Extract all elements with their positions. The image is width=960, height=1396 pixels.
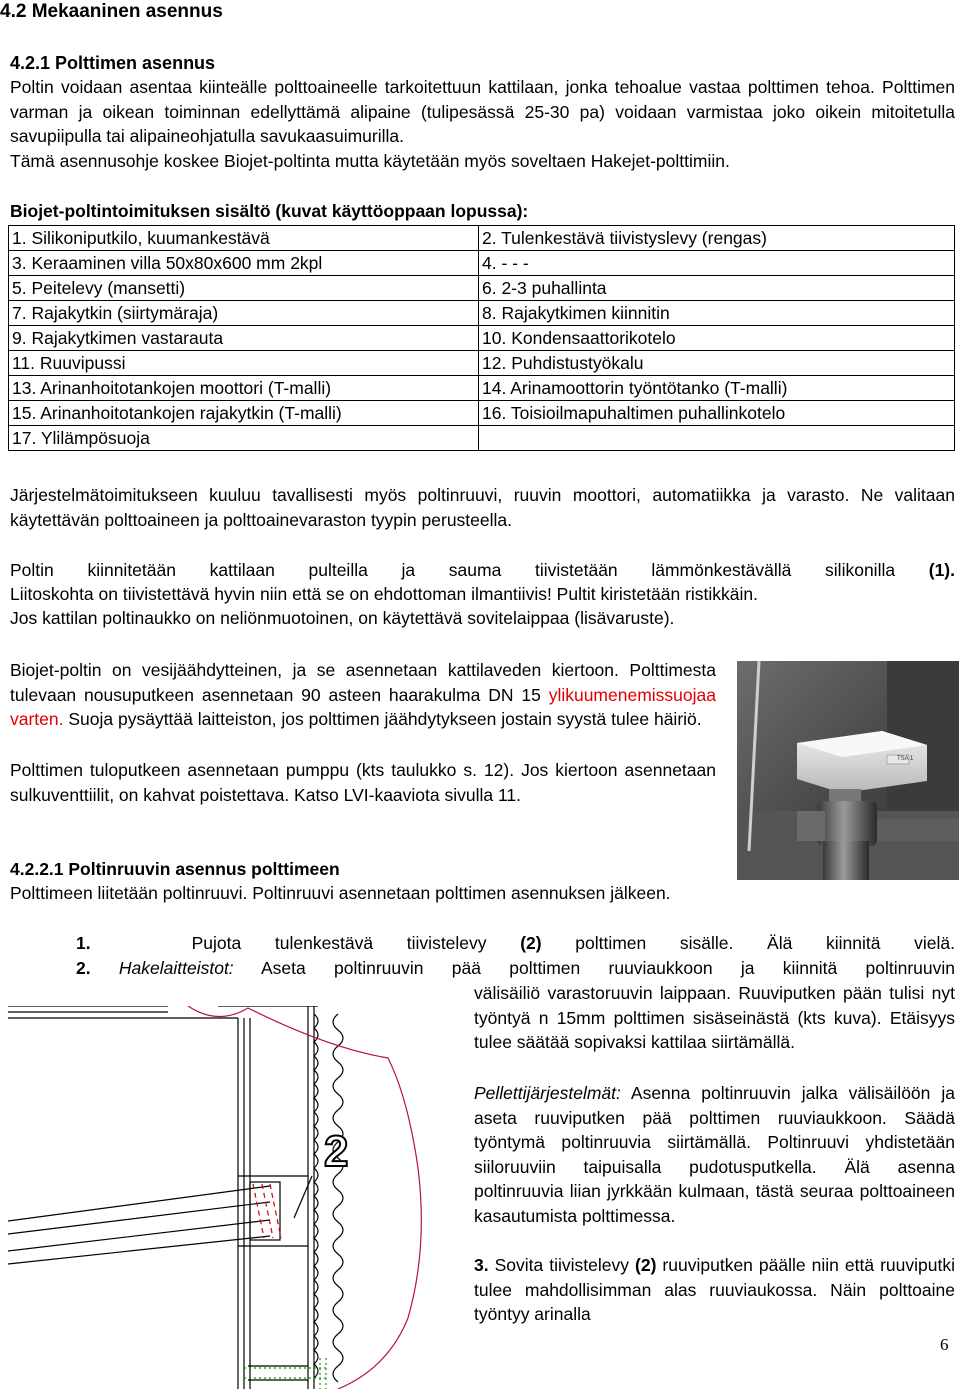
step-number: 2. (76, 958, 91, 978)
valve-photo (737, 661, 959, 880)
cooling-warning: ylikuumenemissuojaa varten. (10, 684, 716, 729)
step-text-2: polttimen sisälle. Älä kiinnitä vielä. (541, 933, 955, 953)
table-row (9, 401, 955, 426)
intro-paragraph-2: Tämä asennusohje koskee Biojet-poltinta mutta käytetään myös soveltaen Hakejet-polttimiin. (10, 151, 730, 171)
screw-title: 4.2.2.1 Poltinruuvin asennus polttimeen (10, 859, 340, 879)
pellet-heading: Pellettijärjestelmät: (474, 1083, 621, 1103)
table-cell: 5. Peitelevy (mansetti) (9, 276, 479, 301)
table-cell: 7. Rajakytkin (siirtymäraja) (9, 301, 479, 326)
mount-paragraph-3: Jos kattilan poltinaukko on neliönmuotoinen, on käytettävä sovitelaippaa (lisävaruste). (10, 608, 675, 628)
step-text: Sovita tiivistelevy (488, 1255, 636, 1275)
subsection-title: 4.2.1 Polttimen asennus (10, 53, 216, 73)
step-text: Aseta poltinruuvin pää polttimen ruuviaukkoon ja kiinnitä poltinruuvin (233, 958, 955, 978)
page-number: 6 (940, 1335, 949, 1354)
mount-text: Poltin kiinnitetään kattilaan pulteilla ja sauma tiivistetään lämmönkestävällä silikonilla (10, 560, 929, 580)
table-cell: 12. Puhdistustyökalu (479, 351, 955, 376)
table-cell: 4. - - - (479, 251, 955, 276)
installation-drawing (8, 1006, 470, 1389)
intro-paragraph: Poltin voidaan asentaa kiinteälle polttoaineelle tarkoitettuun kattilaan, jonka tehoalue vastaa polttimen tehoa. Polttimen varman ja oikean toiminnan edellyttämä alipaine (tulipesässä 25-30 pa) voidaan varmistaa joko oikein mitoitetulla savupiipulla tai alipaineohjatulla savukaasuimurilla. (10, 77, 955, 146)
step-ref: (2) (520, 933, 542, 953)
table-row (9, 426, 955, 451)
valve-label: TSA 1 (897, 756, 914, 762)
table-cell: 15. Arinanhoitotankojen rajakytkin (T-malli) (9, 401, 479, 426)
table-cell: 2. Tulenkestävä tiivistyslevy (rengas) (479, 226, 955, 251)
step-2 (76, 956, 955, 981)
pellet-paragraph (474, 1081, 955, 1228)
table-cell: 13. Arinanhoitotankojen moottori (T-malli) (9, 376, 479, 401)
system-paragraph: Järjestelmätoimitukseen kuuluu tavallisesti myös poltinruuvi, ruuvin moottori, automatiikka ja varasto. Ne valitaan käytettävän polttoaineen ja polttoainevaraston tyypin perusteella. (10, 485, 955, 530)
screw-intro: Polttimeen liitetään poltinruuvi. Poltinruuvi asennetaan polttimen asennuksen jälkeen. (10, 883, 671, 903)
cooling-paragraph (10, 658, 716, 732)
table-row (9, 351, 955, 376)
table-cell: 3. Keraaminen villa 50x80x600 mm 2kpl (9, 251, 479, 276)
pump-paragraph: Polttimen tuloputkeen asennetaan pumppu (kts taulukko s. 12). Jos kiertoon asennetaan sulkuventtiilit, on kahvat poistettava. Katso LVI-kaaviota sivulla 11. (10, 760, 716, 805)
table-row (9, 276, 955, 301)
table-cell: 14. Arinamoottorin työntötanko (T-malli) (479, 376, 955, 401)
table-row (9, 251, 955, 276)
step-text-2: ruuviputken päälle niin että ruuviputki tulee mahdollisimman alas ruuviaukossa. Näin polttoaine työntyy arinalla (474, 1255, 955, 1324)
mount-paragraph-1 (10, 558, 955, 583)
step-2-cont: välisäiliö varastoruuvin laippaan. Ruuviputken pään tulisi nyt työntyä n 15mm polttimen sisäseinästä (kts kuva). Etäisyys tulee säätää sopivaksi kattilaa siirtämällä. (474, 983, 955, 1052)
step-text: Pujota tulenkestävä tiivistelevy (191, 933, 521, 953)
table-row (9, 301, 955, 326)
step-number: 3. (474, 1255, 489, 1275)
section-title: 4.2 Mekaaninen asennus (0, 1, 223, 22)
table-cell: 10. Kondensaattorikotelo (479, 326, 955, 351)
pellet-text: Asenna poltinruuvin jalka välisäilöön ja aseta ruuviputken pää polttimen ruuviaukkoon. Säädä työntymä poltinruuvia siirtämällä. Poltinruuvi yhdistetään siiloruuviin taipuisalla pudotusputkella. Älä asenna poltinruuvia liian jyrkkään kulmaan, tästä seuraa polttoaineen kasautumista polttimessa. (474, 1083, 955, 1226)
table-cell: 9. Rajakytkimen vastarauta (9, 326, 479, 351)
table-row (9, 326, 955, 351)
table-row (9, 226, 955, 251)
mount-ref: (1). (928, 560, 955, 580)
step-ref: (2) (635, 1255, 657, 1275)
table-cell: 16. Toisioilmapuhaltimen puhallinkotelo (479, 401, 955, 426)
part-number-label: 2 (324, 1127, 349, 1176)
cooling-text-2: Suoja pysäyttää laitteiston, jos polttimen jäähdytykseen jostain syystä tulee häiriö. (63, 709, 702, 729)
step-number: 1. (76, 933, 91, 953)
table-cell: 11. Ruuvipussi (9, 351, 479, 376)
step-1 (76, 931, 955, 956)
cooling-text: Biojet-poltin on vesijäähdytteinen, ja se asennetaan kattilaveden kiertoon. Polttimesta tulevaan nousuputkeen asennetaan 90 asteen haarakulma DN 15 (10, 660, 716, 705)
table-cell: 1. Silikoniputkilo, kuumankestävä (9, 226, 479, 251)
table-row (9, 376, 955, 401)
table-cell: 6. 2-3 puhallinta (479, 276, 955, 301)
contents-table (8, 225, 955, 451)
mount-paragraph-2: Liitoskohta on tiivistettävä hyvin niin että se on ehdottoman ilmantiivis! Pultit kiristetään ristikkäin. (10, 584, 758, 604)
step-3 (474, 1253, 955, 1327)
contents-title: Biojet-poltintoimituksen sisältö (kuvat käyttöoppaan lopussa): (10, 201, 529, 221)
step-heading: Hakelaitteistot: (118, 958, 234, 978)
table-cell: 17. Ylilämpösuoja (9, 426, 479, 451)
table-cell (479, 426, 955, 451)
table-cell: 8. Rajakytkimen kiinnitin (479, 301, 955, 326)
